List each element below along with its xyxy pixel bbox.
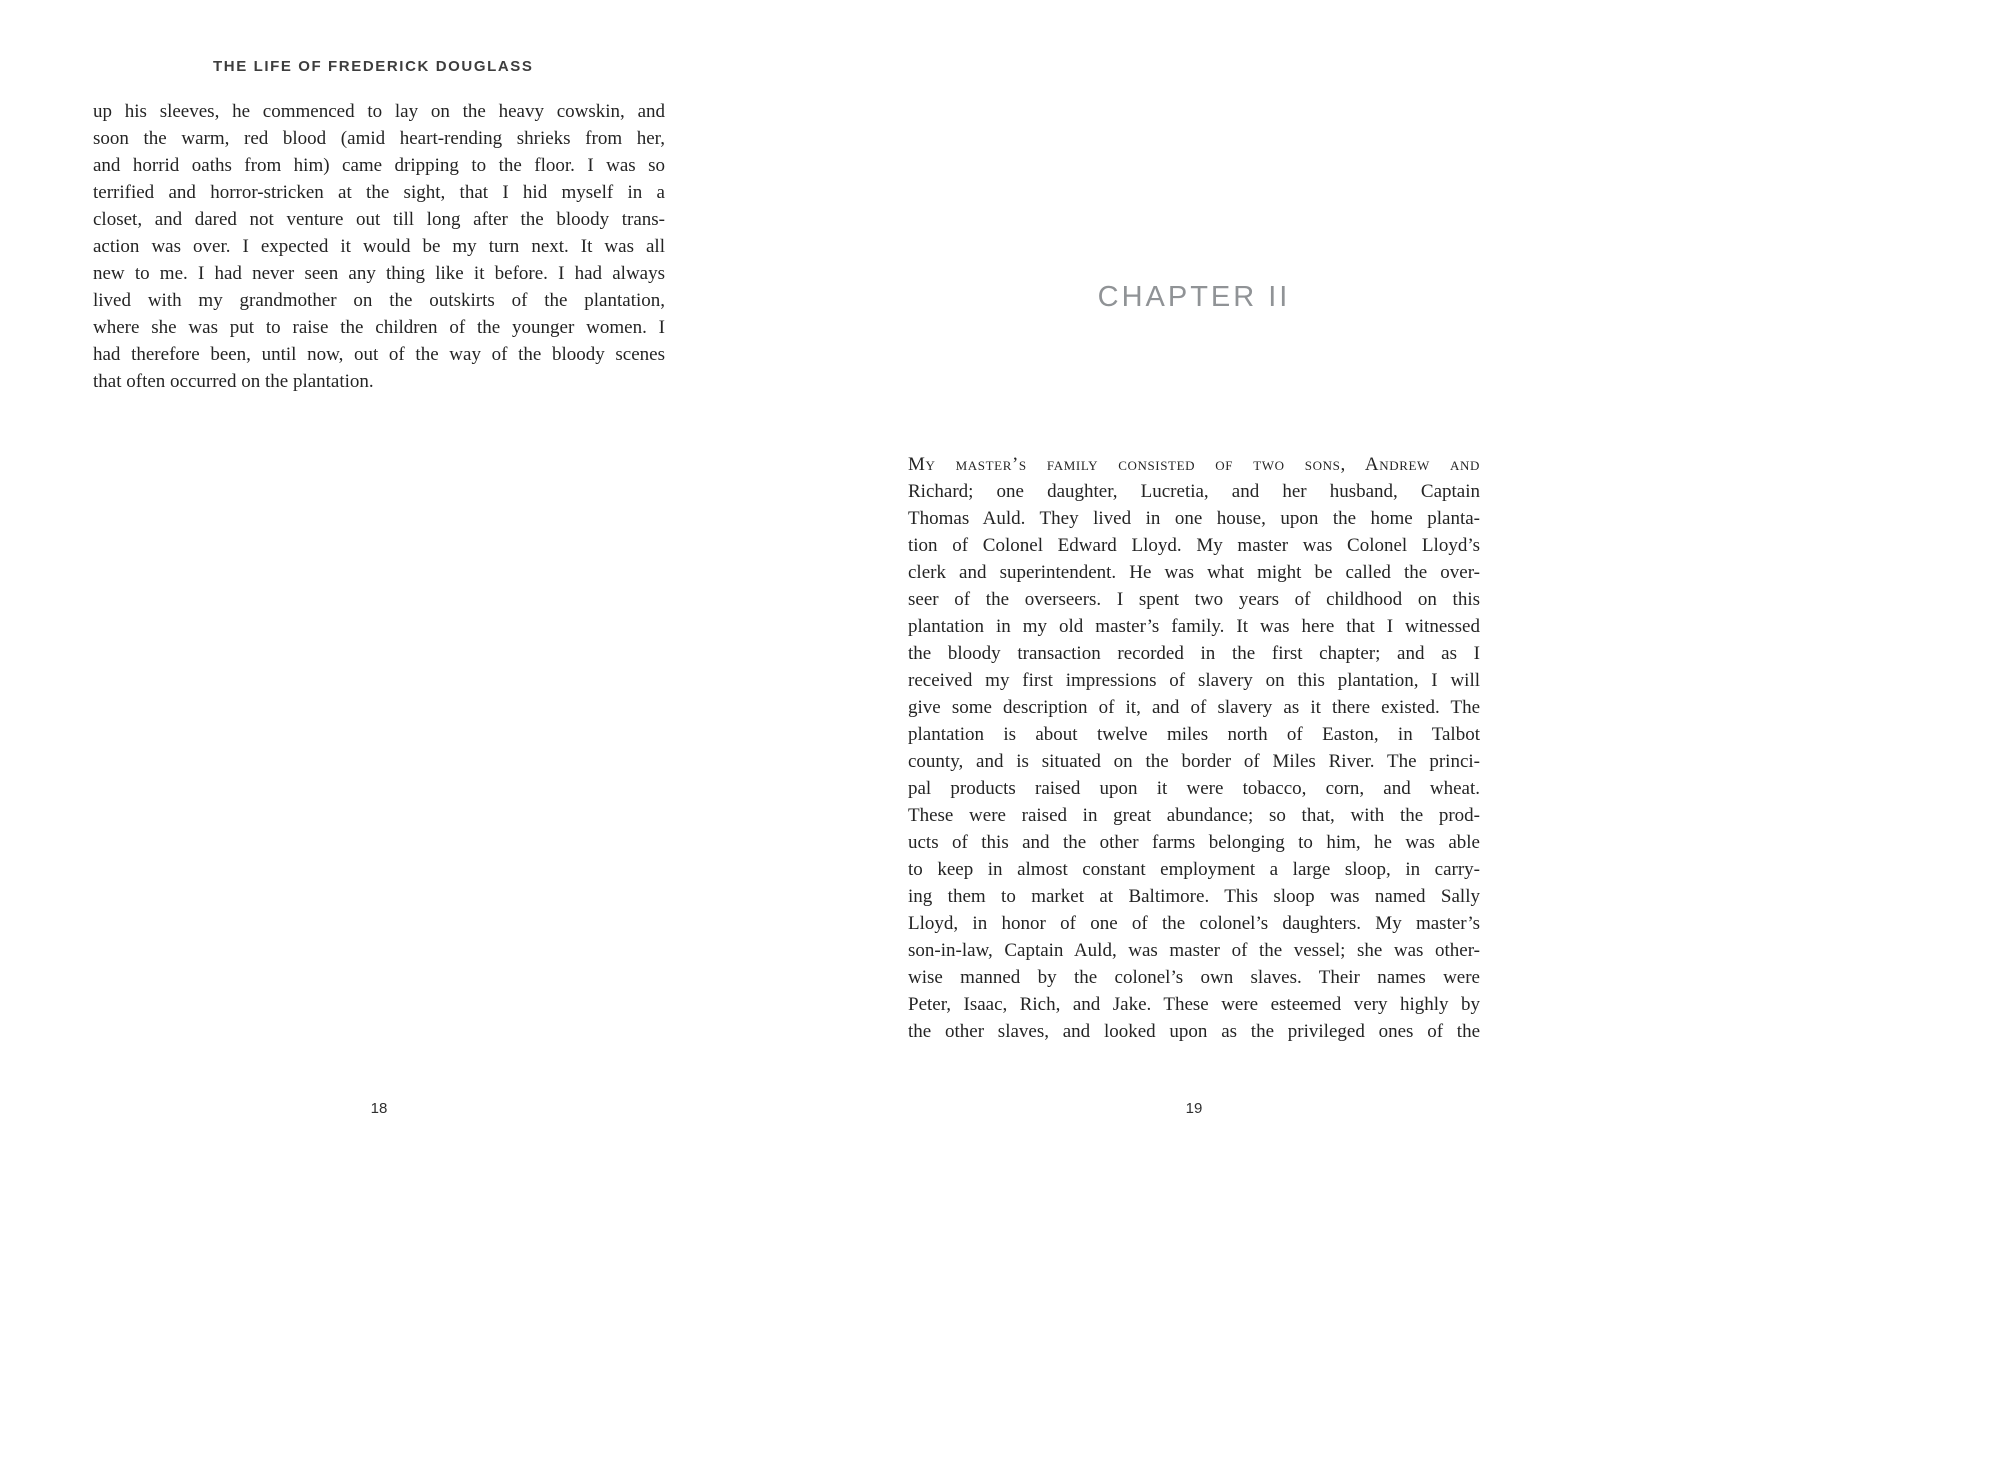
text-line: and horrid oaths from him) came dripping to the floor. I was so — [93, 155, 665, 176]
text-line: ing them to market at Baltimore. This sloop was named Sally — [908, 886, 1480, 907]
text-line: Thomas Auld. They lived in one house, upon the home planta- — [908, 508, 1480, 529]
text-line: tion of Colonel Edward Lloyd. My master was Colonel Lloyd’s — [908, 535, 1480, 556]
text-line: clerk and superintendent. He was what might be called the over- — [908, 562, 1480, 583]
text-line: where she was put to raise the children of the younger women. I — [93, 317, 665, 338]
text-line: plantation in my old master’s family. It was here that I witnessed — [908, 616, 1480, 637]
chapter-title: CHAPTER II — [1097, 281, 1291, 313]
text-line: Peter, Isaac, Rich, and Jake. These were esteemed very highly by — [908, 994, 1480, 1015]
text-line-smallcaps: My master’s family consisted of two sons, Andrew and — [908, 454, 1480, 475]
text-line: seer of the overseers. I spent two years of childhood on this — [908, 589, 1480, 610]
text-line: pal products raised upon it were tobacco, corn, and wheat. — [908, 778, 1480, 799]
text-line: soon the warm, red blood (amid heart-rending shrieks from her, — [93, 128, 665, 149]
text-line: give some description of it, and of slavery as it there existed. The — [908, 697, 1480, 718]
text-line: had therefore been, until now, out of the way of the bloody scenes — [93, 344, 665, 365]
text-line: lived with my grandmother on the outskirts of the plantation, — [93, 290, 665, 311]
text-line: terrified and horror-stricken at the sight, that I hid myself in a — [93, 182, 665, 203]
text-line: county, and is situated on the border of Miles River. The princi- — [908, 751, 1480, 772]
text-line: the bloody transaction recorded in the first chapter; and as I — [908, 643, 1480, 664]
right-page-text — [908, 451, 1480, 1045]
text-line: that often occurred on the plantation. — [93, 371, 374, 392]
text-line: to keep in almost constant employment a large sloop, in carry- — [908, 859, 1480, 880]
page-number-right: 19 — [1185, 1100, 1203, 1117]
running-header: THE LIFE OF FREDERICK DOUGLASS — [213, 58, 534, 75]
text-line: closet, and dared not venture out till long after the bloody trans- — [93, 209, 665, 230]
text-line: ucts of this and the other farms belonging to him, he was able — [908, 832, 1480, 853]
page-number-left: 18 — [370, 1100, 388, 1117]
text-line: the other slaves, and looked upon as the privileged ones of the — [908, 1021, 1480, 1042]
text-line: plantation is about twelve miles north of Easton, in Talbot — [908, 724, 1480, 745]
text-line: These were raised in great abundance; so that, with the prod- — [908, 805, 1480, 826]
text-line: Richard; one daughter, Lucretia, and her husband, Captain — [908, 481, 1480, 502]
text-line: Lloyd, in honor of one of the colonel’s daughters. My master’s — [908, 913, 1480, 934]
text-line: action was over. I expected it would be my turn next. It was all — [93, 236, 665, 257]
text-line: up his sleeves, he commenced to lay on the heavy cowskin, and — [93, 101, 665, 122]
text-line: new to me. I had never seen any thing like it before. I had always — [93, 263, 665, 284]
text-line: received my first impressions of slavery on this plantation, I will — [908, 670, 1480, 691]
text-line: wise manned by the colonel’s own slaves. Their names were — [908, 967, 1480, 988]
text-line: son-in-law, Captain Auld, was master of the vessel; she was other- — [908, 940, 1480, 961]
left-page-text — [93, 98, 665, 395]
